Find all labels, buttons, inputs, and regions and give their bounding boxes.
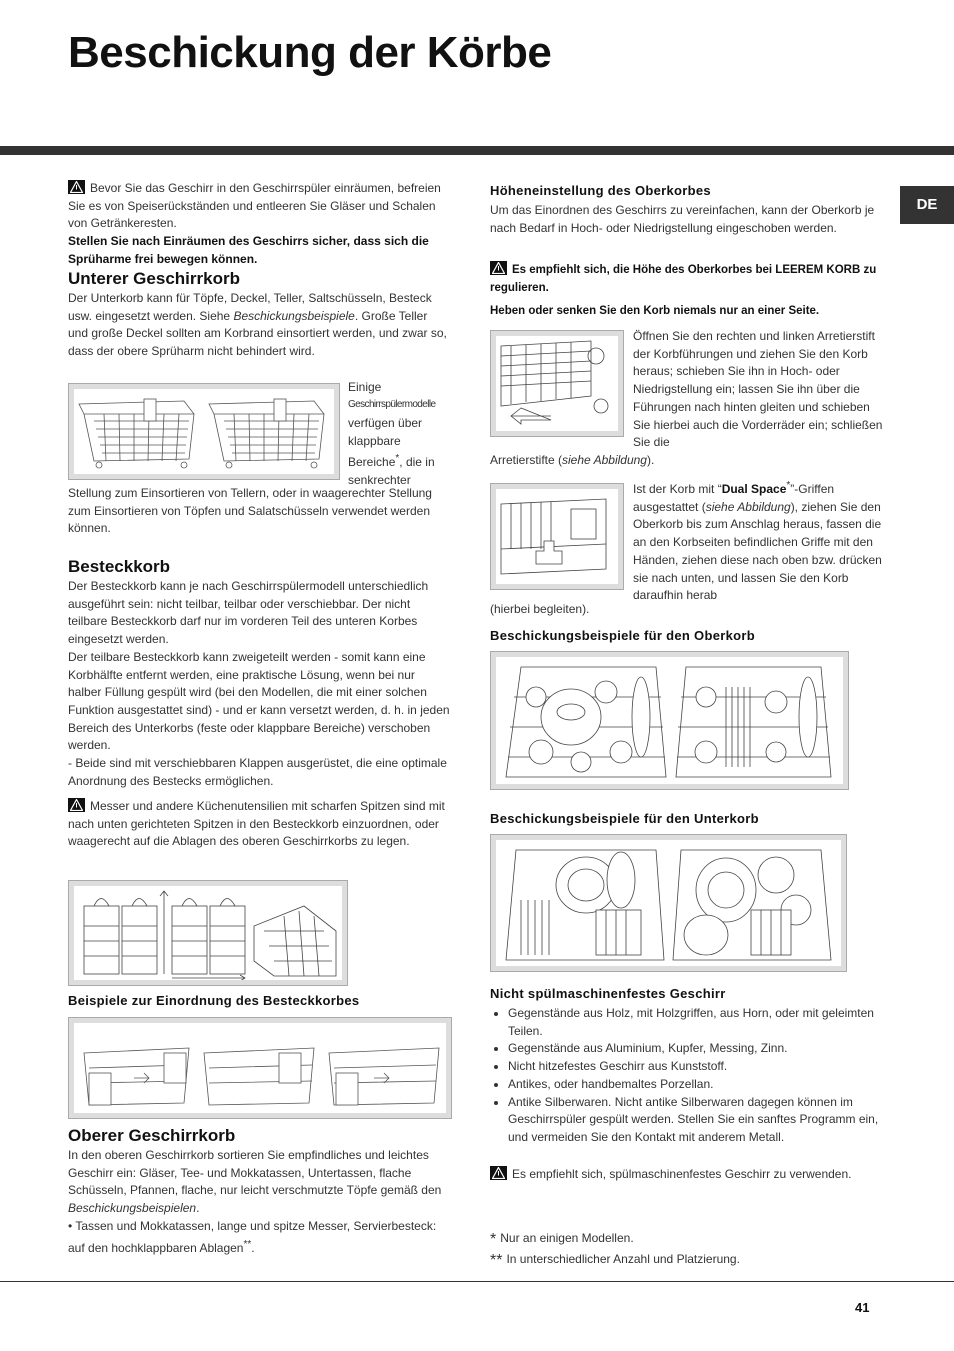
side-note: Einige Geschirrspülermodelle verfügen über klappbare Bereiche*, die in senkrechter [348, 380, 436, 487]
hoehe-warning: Es empfiehlt sich, die Höhe des Oberkorbes bei LEEREM KORB zu regulieren. Heben oder senken Sie den Korb niemals nur an einer Seite. [490, 261, 880, 321]
footnote-1: * Nur an einigen Modellen. [490, 1231, 634, 1248]
empfiehlt-note: Es empfiehlt sich, spülmaschinenfestes Geschirr zu verwenden. [490, 1166, 885, 1184]
heading-hoeheneinstellung: Höheneinstellung des Oberkorbes [490, 183, 711, 198]
page-title: Beschickung der Körbe [68, 28, 552, 77]
upper-load-figure [490, 651, 849, 790]
page-number: 41 [855, 1300, 870, 1315]
list-item: • Nicht hitzefestes Geschirr aus Kunststoff. [508, 1058, 885, 1076]
dual-space-text: Ist der Korb mit “Dual Space*”-Griffen ausgestattet (siehe Abbildung), ziehen Sie den Oberkorb bis zum Anschlag heraus, fassen die an den Korbseiten befindlichen Griffe mit den Händen, ziehen diese nach oben bzw. drücken sie nach unten, und lassen Sie den Korb daraufhin herab [633, 480, 882, 603]
hoehe-text: Um das Einordnen des Geschirrs zu vereinfachen, kann der Oberkorb je nach Bedarf in Hoch- oder Niedrigstellung eingeschoben werden. [490, 203, 875, 235]
warning-icon [490, 1166, 507, 1180]
warning-icon [68, 180, 85, 194]
dual-space-end: (hierbei begleiten). [490, 602, 590, 616]
dual-space-figure [490, 483, 624, 590]
intro-bold: Stellen Sie nach Einräumen des Geschirrs sicher, dass sich die Sprüharme frei bewegen können. [68, 234, 429, 266]
nicht-list [490, 1005, 885, 1147]
besteckkorb-text: Der Besteckkorb kann je nach Geschirrspülermodell unterschiedlich ausgeführt sein: nicht teilbar, teilbar oder verschiebbar. Der nicht teilbare Besteckkorb darf nur im vorderen Teil des unteren Korbes eingesetzt werden. Der teilbare Besteckkorb kann zweigeteilt werden - somit kann eine Korbhälfte entfernt werden, eine praktische Lösung, wenn bei nur halber Füllung gespült wird (bei den Modellen, die mit einer solchen Funktion ausgestattet sind) - und er kann versetzt werden, d. h. in jeden Bereich des Unterkorbs (feste oder klappbare Bereiche) verschoben werden. - Beide sind mit verschiebbaren Klappen ausgerüstet, die eine optimale Anordnung des Bestecks ermöglichen. [68, 579, 450, 788]
intro-paragraph: Bevor Sie das Geschirr in den Geschirrspüler einräumen, befreien Sie es von Speiserückständen und entleeren Sie Gläser und Schalen von Getränkeresten. [68, 181, 441, 231]
heading-beispiele-besteckkorb: Beispiele zur Einordnung des Besteckkorbes [68, 993, 360, 1008]
warning-icon [490, 261, 507, 275]
heading-besteckkorb: Besteckkorb [68, 557, 171, 576]
language-tab: DE [900, 186, 954, 224]
heading-nicht-spuelmaschinenfest: Nicht spülmaschinenfestes Geschirr [490, 986, 726, 1001]
footnote-2: ** In unterschiedlicher Anzahl und Platzierung. [490, 1252, 740, 1269]
cutlery-position-figure [68, 1017, 452, 1119]
messer-warning: Messer und andere Küchenutensilien mit scharfen Spitzen sind mit nach unten gerichteten Spitzen in den Besteckkorb einzuordnen, oder waagerecht auf die Ablagen des oberen Geschirrkorbs zu legen. [68, 799, 445, 849]
cutlery-basket-figure [68, 880, 348, 986]
list-item: • Gegenstände aus Aluminium, Kupfer, Messing, Zinn. [508, 1040, 885, 1058]
heading-oberer-geschirrkorb: Oberer Geschirrkorb [68, 1126, 236, 1145]
oberer-text: In den oberen Geschirrkorb sortieren Sie empfindliches und leichtes Geschirr ein: Gläser, Tee- und Mokkatassen, Untertassen, flache Schüsseln, Pfannen, flache, nur leicht verschmutzte Töpfe gemäß den Beschickungsbeispielen. • Tassen und Mokkatassen, lange und spitze Messer, Servierbesteck: auf den hochklappbaren Ablagen**. [68, 1148, 442, 1255]
arretier-text: Arretierstifte (siehe Abbildung). [490, 453, 655, 467]
heading-beschickung-unterkorb: Beschickungsbeispiele für den Unterkorb [490, 811, 759, 826]
heading-beschickung-oberkorb: Beschickungsbeispiele für den Oberkorb [490, 628, 755, 643]
unterer-text: Der Unterkorb kann für Töpfe, Deckel, Teller, Saltschüsseln, Besteck usw. eingesetzt werden. Siehe Beschickungsbeispiele. Große Teller und große Deckel sollten am Korbrand einsortiert werden, und zwar so, dass der obere Sprüharm nicht behindert wird. [68, 291, 447, 359]
heading-unterer-geschirrkorb: Unterer Geschirrkorb [68, 269, 240, 288]
list-item: • Gegenstände aus Holz, mit Holzgriffen, aus Horn, oder mit geleimten Teilen. [508, 1005, 885, 1040]
warning-icon [68, 798, 85, 812]
footer-rule [0, 1281, 954, 1282]
intro-block [68, 180, 450, 269]
lower-basket-figure [68, 383, 340, 480]
list-item: • Antike Silberwaren. Nicht antike Silberwaren dagegen können im Geschirrspüler gespült werden. Stellen Sie ein sanftes Programm ein, und vermeiden Sie den Kontakt mit anderem Metall. [508, 1094, 885, 1147]
side-note-continued: Stellung zum Einsortieren von Tellern, oder in waagerechter Stellung zum Einsortieren von Töpfen und Salatschüsseln verwendet werden können. [68, 486, 432, 536]
lower-load-figure [490, 834, 847, 972]
list-item: • Antikes, oder handbemaltes Porzellan. [508, 1076, 885, 1094]
oeffnen-text: Öffnen Sie den rechten und linken Arretierstift der Korbführungen und ziehen Sie den Korb heraus; schieben Sie ihn in Hoch- oder Niedrigstellung ein; lassen Sie ihn über die Führungen nach hinten gleiten und schieben Sie hierbei auch die Vorderräder ein; schließen Sie die [633, 329, 883, 450]
height-adjust-figure [490, 330, 624, 437]
header-rule [0, 146, 954, 155]
